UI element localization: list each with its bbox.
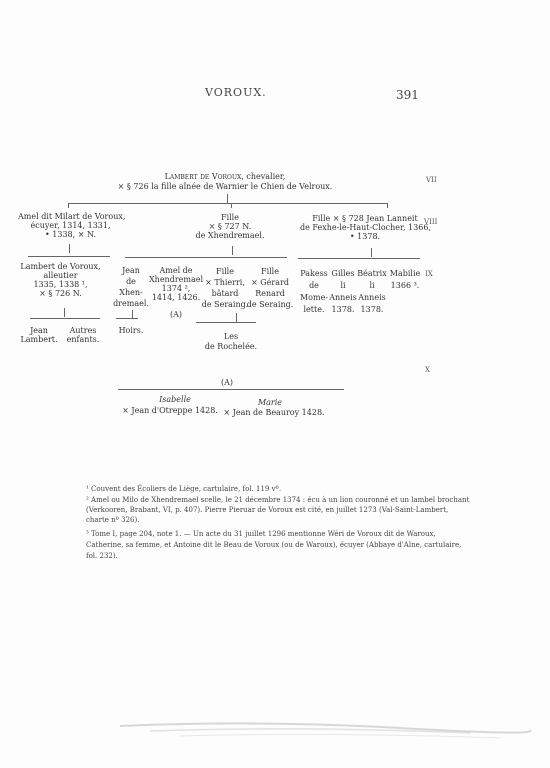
person-line: Amel de xyxy=(159,266,193,275)
person-line: 1378. xyxy=(360,305,384,314)
person-line: • 1338, × N. xyxy=(45,230,96,239)
person-line: li xyxy=(340,281,346,290)
person-line: Fille xyxy=(261,267,279,276)
person-line: Anneis xyxy=(329,293,357,302)
isabelle-spouse: × Jean d'Otreppe 1428. xyxy=(122,406,218,415)
person-line: Lambert de Voroux, xyxy=(20,262,101,271)
person-line: de Seraing. xyxy=(246,300,294,309)
person-line: Renard xyxy=(255,289,285,298)
person-line: de Rochelée. xyxy=(204,342,258,351)
patriarch-title: , chevalier, xyxy=(241,172,286,181)
person-line: Lambert. xyxy=(20,335,58,344)
person-line: lette. xyxy=(303,305,325,314)
patriarch-name-text: Lambert de Voroux xyxy=(164,172,242,181)
person-line: 1414, 1426. xyxy=(151,293,201,302)
person-line: Jean xyxy=(30,326,48,335)
person-line: • 1378. xyxy=(349,232,381,241)
person-line: Mabilie xyxy=(389,269,421,278)
person-line: Anneis xyxy=(358,293,386,302)
generation-label-ix: IX xyxy=(425,270,433,278)
branch-a-label: (A) xyxy=(220,378,234,387)
footnote-3-line-3: fol. 232). xyxy=(86,552,118,560)
person-line: alleutier xyxy=(43,271,78,280)
person-line: enfants. xyxy=(66,335,100,344)
person-line: Xhendremael xyxy=(148,275,204,284)
generation-label-x: X xyxy=(425,366,430,374)
person-line: × Gérard xyxy=(251,278,289,287)
person-marie: Marie xyxy=(257,398,283,407)
person-line: Fille × § 728 Jean Lanneit xyxy=(312,214,418,223)
person-line: de Xhendremael. xyxy=(195,231,265,240)
person-line: Béatrix xyxy=(357,269,387,278)
footnote-1: ¹ Couvent des Écoliers de Liège, cartulaire, fol. 119 vº. xyxy=(86,485,282,493)
amel-branch-mark: (A) xyxy=(169,310,183,319)
person-line: 1374 ², xyxy=(161,284,191,293)
person-line: × § 727 N. xyxy=(208,222,252,231)
person-line: 1335, 1338 ¹, xyxy=(33,280,88,289)
person-line: Xhen- xyxy=(119,288,143,297)
person-line: de xyxy=(126,277,136,286)
person-line: 1366 ³. xyxy=(390,281,420,290)
person-isabelle: Isabelle xyxy=(159,395,191,404)
person-line: Amel dit Milart de Voroux, xyxy=(18,212,126,221)
person-line: dremael. xyxy=(113,299,149,308)
person-line: Fille xyxy=(221,213,239,222)
footnote-2-line-2: (Verkooren, Brabant, VI, p. 407). Pierre Pieruar de Voroux est cité, en juillet 1273 (Val-Saint-Lambert, xyxy=(86,506,449,514)
person-line: 1378. xyxy=(331,305,355,314)
person-line: Gilles xyxy=(331,269,355,278)
person-line: bâtard xyxy=(211,289,239,298)
person-line: de xyxy=(309,281,319,290)
person-line: écuyer, 1314, 1331, xyxy=(30,221,111,230)
footnote-2-line-1: ² Amel ou Milo de Xhendremael scelle, le 21 décembre 1374 : écu à un lion couronné et un lambel brochant xyxy=(86,496,470,504)
person-line: de Fexhe-le-Haut-Clocher, 1366, xyxy=(300,223,431,232)
person-line: li xyxy=(369,281,375,290)
footnote-3-line-2: Catherine, sa femme, et Antoine dit le Beau de Voroux (ou de Waroux), écuyer (Abbaye d'Alne, cartulaire, xyxy=(86,541,462,549)
person-line: Les xyxy=(223,332,239,341)
person-line: Autres xyxy=(69,326,97,335)
person-line: × Thierri, xyxy=(205,278,245,287)
person-line: Mome- xyxy=(299,293,329,302)
person-line: de Seraing. xyxy=(201,300,249,309)
page-number: 391 xyxy=(396,88,419,102)
person-line: Pakess xyxy=(300,269,328,278)
footnote-2-line-3: charte nº 326). xyxy=(86,516,140,524)
person-line: Jean xyxy=(122,266,140,275)
heirs-label: Hoirs. xyxy=(118,326,144,335)
footnote-3-line-1: ³ Tome I, page 204, note 1. — Un acte du 31 juillet 1296 mentionne Wéri de Voroux dit de Waroux, xyxy=(86,530,436,538)
person-line: Fille xyxy=(216,267,234,276)
marie-spouse: × Jean de Beauroy 1428. xyxy=(223,408,325,417)
running-title: VOROUX. xyxy=(205,86,267,99)
patriarch-marriage: × § 726 la fille aînée de Warnier le Chien de Velroux. xyxy=(117,182,333,191)
generation-label-viii: VIII xyxy=(424,218,438,226)
generation-label-vii: VII xyxy=(426,176,437,184)
person-line: × § 726 N. xyxy=(39,289,82,298)
